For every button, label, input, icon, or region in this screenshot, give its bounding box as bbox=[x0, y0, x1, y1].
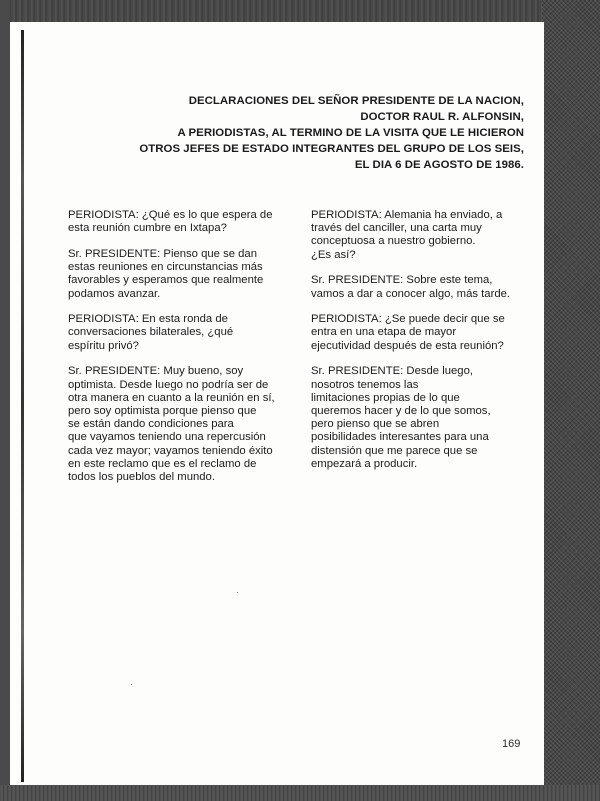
text-line: través del canciller, una carta muy bbox=[311, 222, 482, 235]
text-line: en este reclamo que es el reclamo de bbox=[68, 457, 257, 470]
text-line: conceptuosa a nuestro gobierno. bbox=[311, 235, 476, 248]
paragraph bbox=[68, 209, 296, 235]
text-line: ¿Es así? bbox=[311, 248, 356, 261]
scan-shadow-bottom bbox=[0, 785, 600, 801]
scan-shadow-left bbox=[0, 0, 10, 801]
header-line: EL DIA 6 DE AGOSTO DE 1986. bbox=[354, 159, 524, 171]
text-line: entra en una etapa de mayor bbox=[311, 326, 457, 339]
paragraph bbox=[311, 274, 526, 300]
text-line: ejecutividad después de esta reunión? bbox=[311, 339, 504, 352]
binding-edge bbox=[21, 30, 24, 782]
text-line: Sr. PRESIDENTE: Sobre este tema, bbox=[311, 274, 493, 287]
scan-shadow-right bbox=[542, 0, 600, 801]
text-line: optimista. Desde luego no podría ser de bbox=[68, 378, 269, 391]
right-column bbox=[311, 209, 526, 483]
text-line: pero soy optimista porque pienso que bbox=[68, 404, 257, 417]
scan-shadow-top bbox=[0, 0, 600, 24]
paragraph bbox=[311, 365, 526, 471]
document-header bbox=[84, 93, 524, 173]
page-number: 169 bbox=[502, 738, 521, 750]
header-line: A PERIODISTAS, AL TERMINO DE LA VISITA QUE LE HICIERON bbox=[177, 127, 524, 139]
text-line: pero pienso que se abren bbox=[311, 418, 440, 431]
text-line: empezará a producir. bbox=[311, 457, 418, 470]
text-line: se están dando condiciones para bbox=[68, 418, 234, 431]
header-line: OTROS JEFES DE ESTADO INTEGRANTES DEL GRUPO DE LOS SEIS, bbox=[139, 143, 524, 155]
paragraph bbox=[68, 365, 296, 484]
text-line: espíritu privó? bbox=[68, 339, 139, 352]
text-line: estas reuniones en circunstancias más bbox=[68, 261, 263, 274]
text-line: podamos avanzar. bbox=[68, 287, 161, 300]
text-line: esta reunión cumbre en Ixtapa? bbox=[68, 222, 227, 235]
scan-speck bbox=[131, 684, 132, 685]
text-line: nosotros tenemos las bbox=[311, 378, 419, 391]
text-line: queremos hacer y de lo que somos, bbox=[311, 404, 491, 417]
header-line: DECLARACIONES DEL SEÑOR PRESIDENTE DE LA NACION, bbox=[188, 95, 524, 107]
left-column bbox=[68, 209, 296, 497]
paragraph bbox=[68, 313, 296, 353]
text-line: Sr. PRESIDENTE: Muy bueno, soy bbox=[68, 365, 244, 378]
paragraph bbox=[311, 313, 526, 353]
text-line: PERIODISTA: ¿Qué es lo que espera de bbox=[68, 209, 273, 221]
text-line: PERIODISTA: Alemania ha enviado, a bbox=[311, 209, 503, 221]
text-line: conversaciones bilaterales, ¿qué bbox=[68, 326, 234, 339]
header-line: DOCTOR RAUL R. ALFONSIN, bbox=[360, 111, 524, 123]
text-line: cada vez mayor; vayamos teniendo éxito bbox=[68, 444, 273, 457]
text-line: PERIODISTA: En esta ronda de bbox=[68, 313, 228, 326]
text-line: favorables y esperamos que realmente bbox=[68, 274, 264, 287]
text-line: Sr. PRESIDENTE: Desde luego, bbox=[311, 365, 473, 378]
text-line: otra manera en cuanto a la reunión en sí, bbox=[68, 391, 275, 404]
text-line: todos los pueblos del mundo. bbox=[68, 470, 215, 483]
text-line: que vayamos teniendo una repercusión bbox=[68, 431, 266, 444]
text-line: vamos a dar a conocer algo, más tarde. bbox=[311, 287, 511, 300]
scan-speck bbox=[237, 592, 238, 593]
text-line: posibilidades interesantes para una bbox=[311, 431, 489, 444]
paragraph bbox=[311, 209, 526, 262]
paragraph bbox=[68, 248, 296, 301]
text-line: distensión que me parece que se bbox=[311, 444, 478, 457]
text-line: Sr. PRESIDENTE: Pienso que se dan bbox=[68, 247, 258, 260]
text-line: PERIODISTA: ¿Se puede decir que se bbox=[311, 313, 505, 326]
text-line: limitaciones propias de lo que bbox=[311, 391, 460, 404]
